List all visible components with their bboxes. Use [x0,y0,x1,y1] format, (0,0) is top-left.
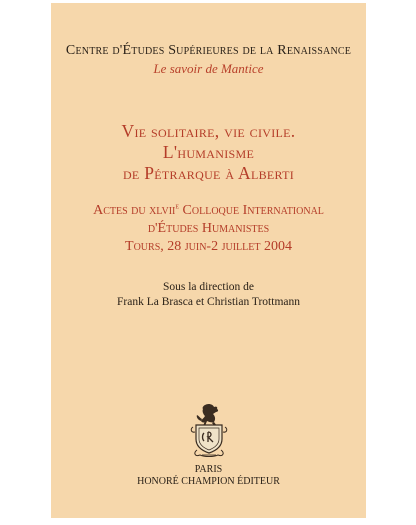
proceedings-line-1-suffix: Colloque International [179,203,324,218]
horse-shield-emblem-icon [187,403,231,461]
proceedings-line-1-prefix: Actes du xlvii [93,203,176,218]
proceedings-line-3: Tours, 28 juin-2 juillet 2004 [125,239,292,254]
book-title [51,121,366,184]
proceedings-line-2: d'Études Humanistes [147,221,270,236]
editors-names: Frank La Brasca et Christian Trottmann [116,296,301,308]
title-line-1: Vie solitaire, vie civile. [121,121,296,141]
ordinal-superscript: e [175,201,180,211]
publisher-city: PARIS [194,464,223,475]
proceedings-info [51,202,366,256]
publisher-name: HONORÉ CHAMPION ÉDITEUR [137,476,280,487]
proceedings-line-1 [51,202,366,220]
series-subtitle: Le savoir de Mantice [153,61,264,76]
book-cover [51,3,366,518]
title-line-3: de Pétrarque à Alberti [122,163,295,183]
title-line-2: L'humanisme [162,142,255,162]
publisher-info [51,464,366,488]
editorial-direction [51,280,366,310]
direction-label: Sous la direction de [162,281,255,293]
series-name: Centre d'Études Supérieures de la Renaissance [65,43,352,58]
